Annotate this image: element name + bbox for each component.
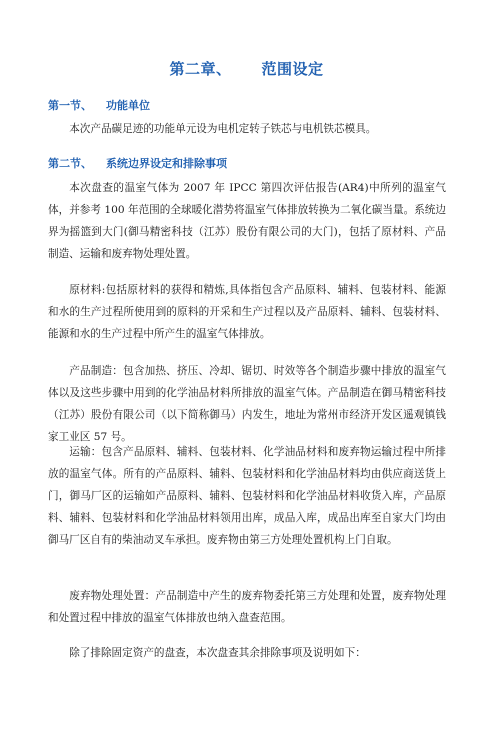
chapter-name: 范围设定	[261, 60, 324, 78]
paragraph-manufacturing: 产品制造：包含加热、挤压、冷却、锯切、时效等各个制造步骤中排放的温室气体以及这些步骤中用到的化学油品材料所排放的温室气体。产品制造在御马精密科技（江苏）股份有限公司（以下简称御马）内发生，地址为常州市经济开发区遥观镇钱家工业区 57 号。	[48, 365, 446, 443]
section-1-body: 本次产品碳足迹的功能单元设为电机定转子铁芯与电机铁芯模具。	[69, 123, 377, 135]
paragraph-transport: 运输：包含产品原料、辅料、包装材料、化学油品材料和废弃物运输过程中所排放的温室气体。所有的产品原料、辅料、包装材料和化学油品材料均由供应商送货上门，御马厂区的运输如产品原料、辅料、包装材料和化学油品材料收货入库，产品原料、辅料、包装材料和化学油品材料领用出库，成品入库，成品出库至自家大门均由御马厂区自有的柴油动叉车承担。废弃物由第三方处理处置机构上门自取。	[48, 446, 446, 546]
section-1-title: 功能单位	[106, 99, 150, 112]
paragraph-raw-materials: 原材料:包括原材料的获得和精炼,具体指包含产品原料、辅料、包装材料、能源和水的生产过程所使用到的原料的开采和生产过程以及产品原料、辅料、包装材料、能源和水的生产过程中所产生的温室气体排放。	[48, 284, 446, 340]
section-heading-1	[48, 97, 150, 113]
section-1-number: 第一节、	[48, 99, 92, 112]
section-2-title: 系统边界设定和排除事项	[106, 157, 227, 170]
paragraph-exclusions: 除了排除固定资产的盘查，本次盘查其余排除事项及说明如下：	[69, 647, 366, 659]
paragraph-waste: 废弃物处理处置：产品制造中产生的废弃物委托第三方处理和处置，废弃物处理和处置过程中排放的温室气体排放也纳入盘查范围。	[48, 590, 446, 624]
paragraph-ghg-scope: 本次盘查的温室气体为 2007 年 IPCC 第四次评估报告(AR4)中所列的温室气体，并参考 100 年范围的全球暖化潜势将温室气体排放转换为二氧化碳当量。系统边界为摇篮到大门(御马精密科技（江苏）股份有限公司的大门)，包括了原材料、产品制造、运输和废弃物处理处置。	[48, 182, 446, 260]
section-2-number: 第二节、	[48, 157, 92, 170]
section-heading-2	[48, 155, 227, 171]
chapter-number: 第二章、	[169, 60, 232, 78]
chapter-title	[0, 58, 493, 79]
